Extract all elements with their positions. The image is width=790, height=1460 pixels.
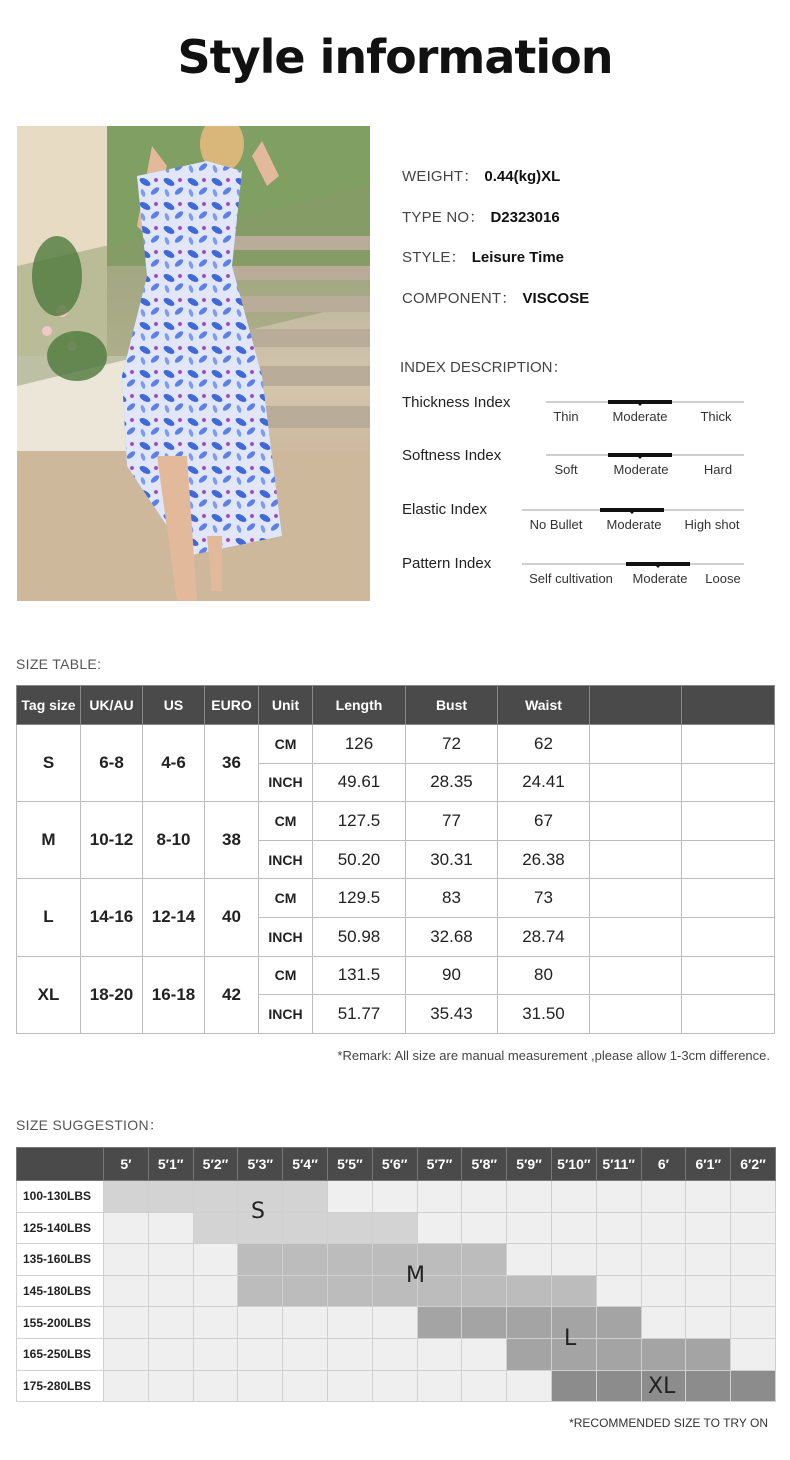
grid-cell [731, 1275, 776, 1307]
weight-row [17, 1307, 776, 1339]
scale-option: Thin [553, 409, 579, 424]
scale-selected-marker [608, 453, 672, 457]
grid-cell [507, 1370, 552, 1402]
weight-label: 175-280LBS [17, 1370, 104, 1402]
column-header: Unit [259, 686, 313, 725]
empty-cell [590, 956, 682, 995]
bust-cell: 32.68 [406, 917, 498, 956]
us-cell: 12-14 [143, 879, 205, 956]
unit-cell: INCH [259, 995, 313, 1034]
size-remark: *Remark: All size are manual measurement ,please allow 1-3cm difference. [337, 1048, 770, 1063]
column-header [590, 686, 682, 725]
weight-label: 155-200LBS [17, 1307, 104, 1339]
grid-cell [104, 1370, 149, 1402]
grid-cell [596, 1212, 641, 1244]
grid-cell [327, 1338, 372, 1370]
scale-option: Self cultivation [529, 571, 613, 586]
scale-option: No Bullet [529, 517, 583, 532]
height-header: 5′8″ [462, 1148, 507, 1181]
table-row [17, 956, 775, 995]
euro-cell: 36 [205, 725, 259, 802]
scale-selected-marker [600, 508, 664, 512]
spec-component [402, 287, 589, 308]
grid-cell-size-l [596, 1338, 641, 1370]
grid-cell [462, 1212, 507, 1244]
grid-cell [596, 1275, 641, 1307]
grid-cell-size-s [193, 1181, 238, 1213]
grid-cell-size-l [507, 1338, 552, 1370]
empty-cell [682, 840, 775, 879]
grid-cell-size-m [283, 1275, 328, 1307]
grid-cell [372, 1370, 417, 1402]
waist-cell: 62 [498, 725, 590, 764]
column-header: US [143, 686, 205, 725]
grid-cell [148, 1244, 193, 1276]
bust-cell: 83 [406, 879, 498, 918]
empty-cell [590, 995, 682, 1034]
grid-cell-size-s [283, 1212, 328, 1244]
grid-cell-size-m [462, 1275, 507, 1307]
waist-cell: 80 [498, 956, 590, 995]
scale-selected-marker [608, 400, 672, 404]
unit-cell: INCH [259, 763, 313, 802]
grid-cell [686, 1244, 731, 1276]
product-photo [17, 126, 370, 601]
tag-size-cell: M [17, 802, 81, 879]
weight-row [17, 1244, 776, 1276]
grid-cell [104, 1338, 149, 1370]
height-header: 5′2″ [193, 1148, 238, 1181]
spec-value: Leisure Time [471, 249, 564, 266]
height-header: 5′6″ [372, 1148, 417, 1181]
grid-cell [148, 1338, 193, 1370]
grid-cell [283, 1370, 328, 1402]
scale-option: Moderate [612, 409, 668, 424]
grid-cell-size-m [238, 1244, 283, 1276]
grid-cell-size-l [507, 1307, 552, 1339]
unit-cell: CM [259, 725, 313, 764]
empty-cell [682, 802, 775, 841]
height-header: 5′5″ [327, 1148, 372, 1181]
grid-cell [551, 1181, 596, 1213]
grid-cell [551, 1212, 596, 1244]
grid-cell [731, 1244, 776, 1276]
index-description-heading: INDEX DESCRIPTION： [400, 359, 568, 376]
height-header: 6′1″ [686, 1148, 731, 1181]
weight-label: 145-180LBS [17, 1275, 104, 1307]
grid-cell [507, 1244, 552, 1276]
grid-cell [193, 1275, 238, 1307]
grid-cell [507, 1212, 552, 1244]
grid-cell-size-xl [686, 1370, 731, 1402]
grid-cell-size-s [283, 1181, 328, 1213]
grid-cell [148, 1212, 193, 1244]
grid-cell [327, 1307, 372, 1339]
grid-cell [731, 1181, 776, 1213]
grid-cell [641, 1212, 686, 1244]
grid-cell [731, 1338, 776, 1370]
size-table-header-row [17, 686, 775, 725]
softness-index-label: Softness Index [402, 447, 502, 464]
bust-cell: 30.31 [406, 840, 498, 879]
grid-cell [148, 1307, 193, 1339]
grid-cell [104, 1307, 149, 1339]
grid-cell-size-m [327, 1244, 372, 1276]
grid-cell-size-xl [596, 1370, 641, 1402]
euro-cell: 42 [205, 956, 259, 1033]
empty-cell [682, 917, 775, 956]
column-header: Bust [406, 686, 498, 725]
length-cell: 50.20 [313, 840, 406, 879]
column-header: UK/AU [81, 686, 143, 725]
table-row [17, 802, 775, 841]
spec-label: COMPONENT： [402, 290, 517, 307]
spec-label: TYPE NO： [402, 209, 485, 226]
spec-value: 0.44(kg)XL [484, 168, 561, 185]
grid-cell-size-m [462, 1244, 507, 1276]
us-cell: 16-18 [143, 956, 205, 1033]
grid-cell [148, 1275, 193, 1307]
waist-cell: 67 [498, 802, 590, 841]
scale-option: Hard [703, 462, 733, 477]
spec-style [402, 246, 564, 267]
grid-cell [238, 1307, 283, 1339]
grid-cell [596, 1181, 641, 1213]
euro-cell: 40 [205, 879, 259, 956]
weight-row [17, 1338, 776, 1370]
pattern-index-scale [522, 563, 744, 593]
scale-option: Thick [700, 409, 732, 424]
bust-cell: 35.43 [406, 995, 498, 1034]
page-title: Style information [177, 30, 613, 84]
height-header: 5′11″ [596, 1148, 641, 1181]
grid-cell [551, 1244, 596, 1276]
grid-cell-size-l [686, 1338, 731, 1370]
grid-cell [104, 1275, 149, 1307]
grid-cell-size-m [283, 1244, 328, 1276]
grid-cell [238, 1370, 283, 1402]
scale-option: High shot [684, 517, 740, 532]
empty-cell [590, 763, 682, 802]
grid-cell [148, 1370, 193, 1402]
scale-option: Moderate [613, 462, 669, 477]
length-cell: 131.5 [313, 956, 406, 995]
grid-cell [462, 1338, 507, 1370]
elastic-index-scale [522, 509, 744, 539]
table-row [17, 725, 775, 764]
empty-cell [590, 879, 682, 918]
size-suggestion-grid [16, 1147, 776, 1402]
waist-cell: 26.38 [498, 840, 590, 879]
weight-row [17, 1275, 776, 1307]
empty-cell [590, 840, 682, 879]
grid-cell [193, 1370, 238, 1402]
grid-cell [686, 1307, 731, 1339]
spec-label: WEIGHT： [402, 168, 479, 185]
spec-type-no [402, 206, 560, 227]
recommended-note: *RECOMMENDED SIZE TO TRY ON [569, 1416, 768, 1430]
grid-cell [462, 1181, 507, 1213]
grid-cell [372, 1181, 417, 1213]
spec-weight [402, 165, 560, 186]
height-header: 5′7″ [417, 1148, 462, 1181]
empty-cell [590, 917, 682, 956]
waist-cell: 24.41 [498, 763, 590, 802]
grid-cell [417, 1370, 462, 1402]
pattern-index-label: Pattern Index [402, 555, 492, 572]
unit-cell: INCH [259, 917, 313, 956]
empty-cell [590, 725, 682, 764]
spec-value: D2323016 [490, 209, 560, 226]
unit-cell: CM [259, 956, 313, 995]
weight-row [17, 1181, 776, 1213]
grid-cell [686, 1275, 731, 1307]
grid-cell-size-s [372, 1212, 417, 1244]
column-header: EURO [205, 686, 259, 725]
grid-cell [641, 1307, 686, 1339]
waist-cell: 73 [498, 879, 590, 918]
column-header [682, 686, 775, 725]
grid-cell [686, 1212, 731, 1244]
length-cell: 51.77 [313, 995, 406, 1034]
grid-cell [462, 1370, 507, 1402]
weight-row [17, 1212, 776, 1244]
tag-size-cell: L [17, 879, 81, 956]
grid-cell [193, 1338, 238, 1370]
grid-cell-size-l [596, 1307, 641, 1339]
grid-cell-size-s [327, 1212, 372, 1244]
grid-cell [596, 1244, 641, 1276]
unit-cell: INCH [259, 840, 313, 879]
ukau-cell: 18-20 [81, 956, 143, 1033]
scale-option: Moderate [606, 517, 662, 532]
size-suggestion-label: SIZE SUGGESTION： [16, 1117, 164, 1133]
height-header: 6′2″ [731, 1148, 776, 1181]
grid-cell [686, 1181, 731, 1213]
weight-label: 135-160LBS [17, 1244, 104, 1276]
grid-cell [731, 1212, 776, 1244]
grid-cell-size-s [148, 1181, 193, 1213]
grid-cell [104, 1212, 149, 1244]
length-cell: 127.5 [313, 802, 406, 841]
ukau-cell: 14-16 [81, 879, 143, 956]
grid-cell [417, 1181, 462, 1213]
grid-cell-size-s [193, 1212, 238, 1244]
grid-cell [641, 1244, 686, 1276]
grid-cell [372, 1307, 417, 1339]
height-header: 6′ [641, 1148, 686, 1181]
height-header: 5′ [104, 1148, 149, 1181]
grid-cell [327, 1370, 372, 1402]
unit-cell: CM [259, 879, 313, 918]
table-row [17, 879, 775, 918]
elastic-index-label: Elastic Index [402, 501, 488, 518]
grid-cell [193, 1244, 238, 1276]
weight-label: 125-140LBS [17, 1212, 104, 1244]
spec-value: VISCOSE [522, 290, 590, 307]
us-cell: 4-6 [143, 725, 205, 802]
grid-cell [104, 1244, 149, 1276]
length-cell: 50.98 [313, 917, 406, 956]
grid-cell-size-xl [551, 1370, 596, 1402]
grid-cell-size-l [417, 1307, 462, 1339]
grid-cell-size-m [551, 1275, 596, 1307]
scale-option: Loose [705, 571, 741, 586]
empty-cell [682, 725, 775, 764]
grid-cell [238, 1338, 283, 1370]
scale-selected-marker [626, 562, 690, 566]
scale-option: Moderate [632, 571, 688, 586]
grid-cell-size-xl [731, 1370, 776, 1402]
height-header: 5′9″ [507, 1148, 552, 1181]
length-cell: 129.5 [313, 879, 406, 918]
bust-cell: 28.35 [406, 763, 498, 802]
empty-cell [682, 879, 775, 918]
grid-cell-size-s [104, 1181, 149, 1213]
grid-cell-size-l [462, 1307, 507, 1339]
zone-label-xl: XL [648, 1374, 676, 1399]
column-header: Length [313, 686, 406, 725]
zone-label-m: M [406, 1263, 425, 1288]
waist-cell: 28.74 [498, 917, 590, 956]
grid-cell [641, 1181, 686, 1213]
grid-cell-size-m [238, 1275, 283, 1307]
height-header-row [17, 1148, 776, 1181]
ukau-cell: 6-8 [81, 725, 143, 802]
height-header: 5′10″ [551, 1148, 596, 1181]
grid-cell-size-l [641, 1338, 686, 1370]
grid-cell [507, 1181, 552, 1213]
bust-cell: 72 [406, 725, 498, 764]
grid-cell-size-m [327, 1275, 372, 1307]
unit-cell: CM [259, 802, 313, 841]
empty-cell [682, 995, 775, 1034]
zone-label-s: S [251, 1199, 265, 1224]
grid-cell-size-m [507, 1275, 552, 1307]
grid-cell [641, 1275, 686, 1307]
scale-option: Soft [554, 462, 578, 477]
size-table-label: SIZE TABLE: [16, 656, 102, 672]
empty-cell [682, 763, 775, 802]
grid-corner [17, 1148, 104, 1181]
euro-cell: 38 [205, 802, 259, 879]
length-cell: 49.61 [313, 763, 406, 802]
grid-cell [193, 1307, 238, 1339]
length-cell: 126 [313, 725, 406, 764]
zone-label-l: L [564, 1326, 577, 1351]
ukau-cell: 10-12 [81, 802, 143, 879]
thickness-index-label: Thickness Index [402, 394, 511, 411]
tag-size-cell: XL [17, 956, 81, 1033]
height-header: 5′1″ [148, 1148, 193, 1181]
column-header: Tag size [17, 686, 81, 725]
bust-cell: 77 [406, 802, 498, 841]
softness-index-scale [546, 454, 744, 484]
grid-cell [417, 1212, 462, 1244]
height-header: 5′3″ [238, 1148, 283, 1181]
empty-cell [682, 956, 775, 995]
grid-cell [372, 1338, 417, 1370]
thickness-index-scale [546, 401, 744, 431]
grid-cell [327, 1181, 372, 1213]
weight-label: 100-130LBS [17, 1181, 104, 1213]
grid-cell [283, 1307, 328, 1339]
bust-cell: 90 [406, 956, 498, 995]
waist-cell: 31.50 [498, 995, 590, 1034]
column-header: Waist [498, 686, 590, 725]
weight-label: 165-250LBS [17, 1338, 104, 1370]
spec-label: STYLE： [402, 249, 466, 266]
grid-cell [417, 1338, 462, 1370]
height-header: 5′4″ [283, 1148, 328, 1181]
us-cell: 8-10 [143, 802, 205, 879]
grid-cell [731, 1307, 776, 1339]
grid-cell [283, 1338, 328, 1370]
size-table [16, 685, 775, 1034]
tag-size-cell: S [17, 725, 81, 802]
empty-cell [590, 802, 682, 841]
